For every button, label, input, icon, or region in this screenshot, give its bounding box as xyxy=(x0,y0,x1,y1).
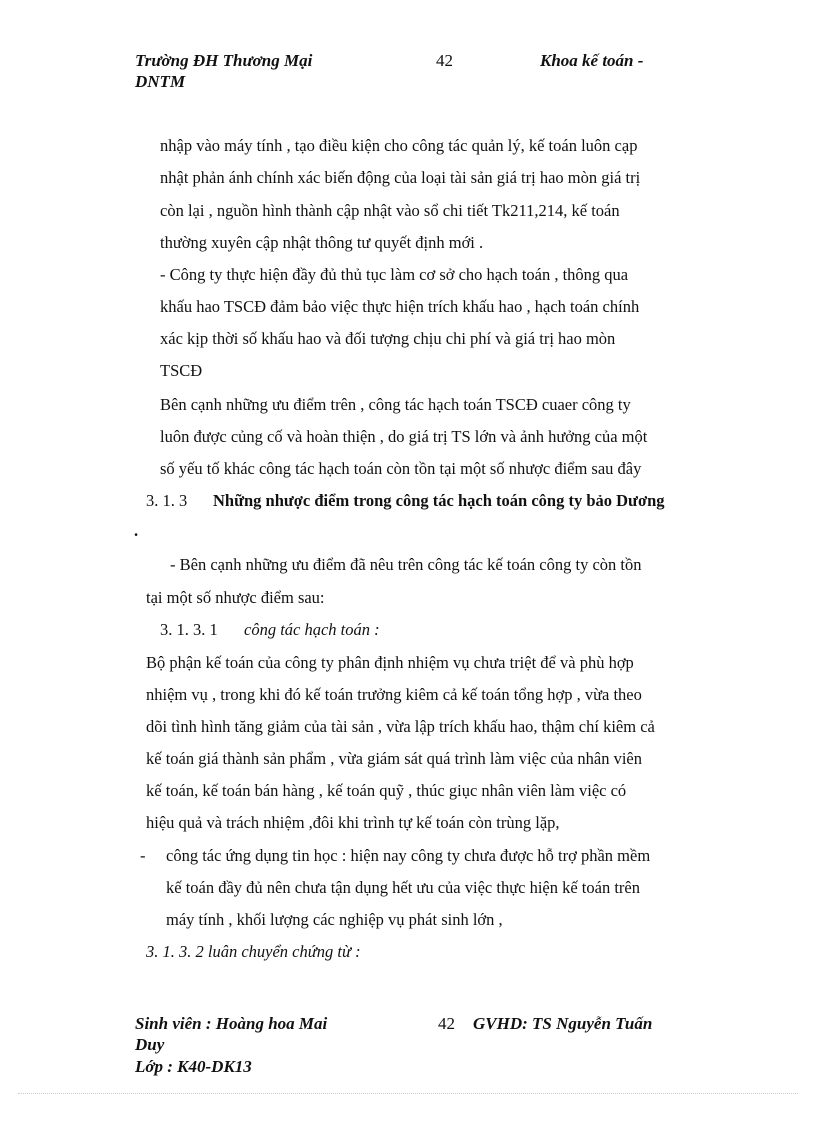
body-line: - Công ty thực hiện đầy đủ thủ tục làm cơ sở cho hạch toán , thông qua xyxy=(160,265,629,284)
page-edge-divider xyxy=(18,1093,798,1094)
footer-advisor: GVHD: TS Nguyễn Tuấn xyxy=(473,1014,653,1033)
body-line: nhập vào máy tính , tạo điều kiện cho công tác quản lý, kế toán luôn cạp xyxy=(160,136,638,155)
header-faculty: Khoa kế toán - xyxy=(540,51,644,70)
body-line: thường xuyên cập nhật thông tư quyết định mới . xyxy=(160,233,484,252)
body-line: còn lại , nguồn hình thành cập nhật vào sổ chi tiết Tk211,214, kế toán xyxy=(160,201,620,220)
body-line: luôn được củng cố và hoàn thiện , do giá trị TS lớn và ảnh hưởng của một xyxy=(160,427,648,446)
footer-student-cont: Duy xyxy=(135,1035,165,1054)
footer-class: Lớp : K40-DK13 xyxy=(135,1057,252,1076)
body-line: nhật phản ánh chính xác biến động của loại tài sản giá trị hao mòn giá trị xyxy=(160,168,641,187)
subsection-title: công tác hạch toán : xyxy=(244,620,380,639)
subsection-heading: 3. 1. 3. 2 luân chuyển chứng từ : xyxy=(146,942,361,961)
footer-student: Sinh viên : Hoàng hoa Mai xyxy=(135,1014,328,1033)
body-line: Bộ phận kế toán của công ty phân định nhiệm vụ chưa triệt để và phù hợp xyxy=(146,653,634,672)
body-line: công tác ứng dụng tin học : hiện nay công ty chưa được hỗ trợ phần mềm xyxy=(166,846,651,865)
body-line: Bên cạnh những ưu điểm trên , công tác hạch toán TSCĐ cuaer công ty xyxy=(160,395,631,414)
header-school: Trường ĐH Thương Mại xyxy=(135,51,313,70)
body-line: hiệu quả và trách nhiệm ,đôi khi trình tự kế toán còn trùng lặp, xyxy=(146,813,560,832)
footer-page-number: 42 xyxy=(438,1014,455,1033)
section-title: Những nhược điểm trong công tác hạch toán công ty bảo Dương xyxy=(213,491,665,510)
subsection-number: 3. 1. 3. 1 xyxy=(160,620,218,639)
section-number: 3. 1. 3 xyxy=(146,491,188,510)
body-line: dõi tình hình tăng giảm của tài sản , vừa lập trích khấu hao, thậm chí kiêm cả xyxy=(146,717,655,736)
body-line: xác kịp thời số khấu hao và đối tượng chịu chi phí và giá trị hao mòn xyxy=(160,329,616,348)
body-line: tại một số nhược điểm sau: xyxy=(146,588,325,607)
section-trailing-dot: . xyxy=(134,521,139,540)
body-line: kế toán giá thành sản phẩm , vừa giám sát quá trình làm việc của nhân viên xyxy=(146,749,642,768)
body-line: kế toán, kế toán bán hàng , kế toán quỹ , thúc giục nhân viên làm việc có xyxy=(146,781,627,800)
body-line: kế toán đầy đủ nên chưa tận dụng hết ưu của việc thực hiện kế toán trên xyxy=(166,878,640,897)
body-line: TSCĐ xyxy=(160,361,203,380)
body-line: - Bên cạnh những ưu điểm đã nêu trên công tác kế toán công ty còn tồn xyxy=(170,555,642,574)
body-line: số yếu tố khác công tác hạch toán còn tồn tại một số nhược điểm sau đây xyxy=(160,459,642,478)
header-page-number: 42 xyxy=(436,51,453,70)
bullet-dash: - xyxy=(140,846,146,865)
body-line: nhiệm vụ , trong khi đó kế toán trưởng kiêm cả kế toán tổng hợp , vừa theo xyxy=(146,685,642,704)
body-line: máy tính , khối lượng các nghiệp vụ phát sinh lớn , xyxy=(166,910,503,929)
header-school-suffix: DNTM xyxy=(135,72,186,91)
body-line: khấu hao TSCĐ đảm bảo việc thực hiện trích khấu hao , hạch toán chính xyxy=(160,297,640,316)
